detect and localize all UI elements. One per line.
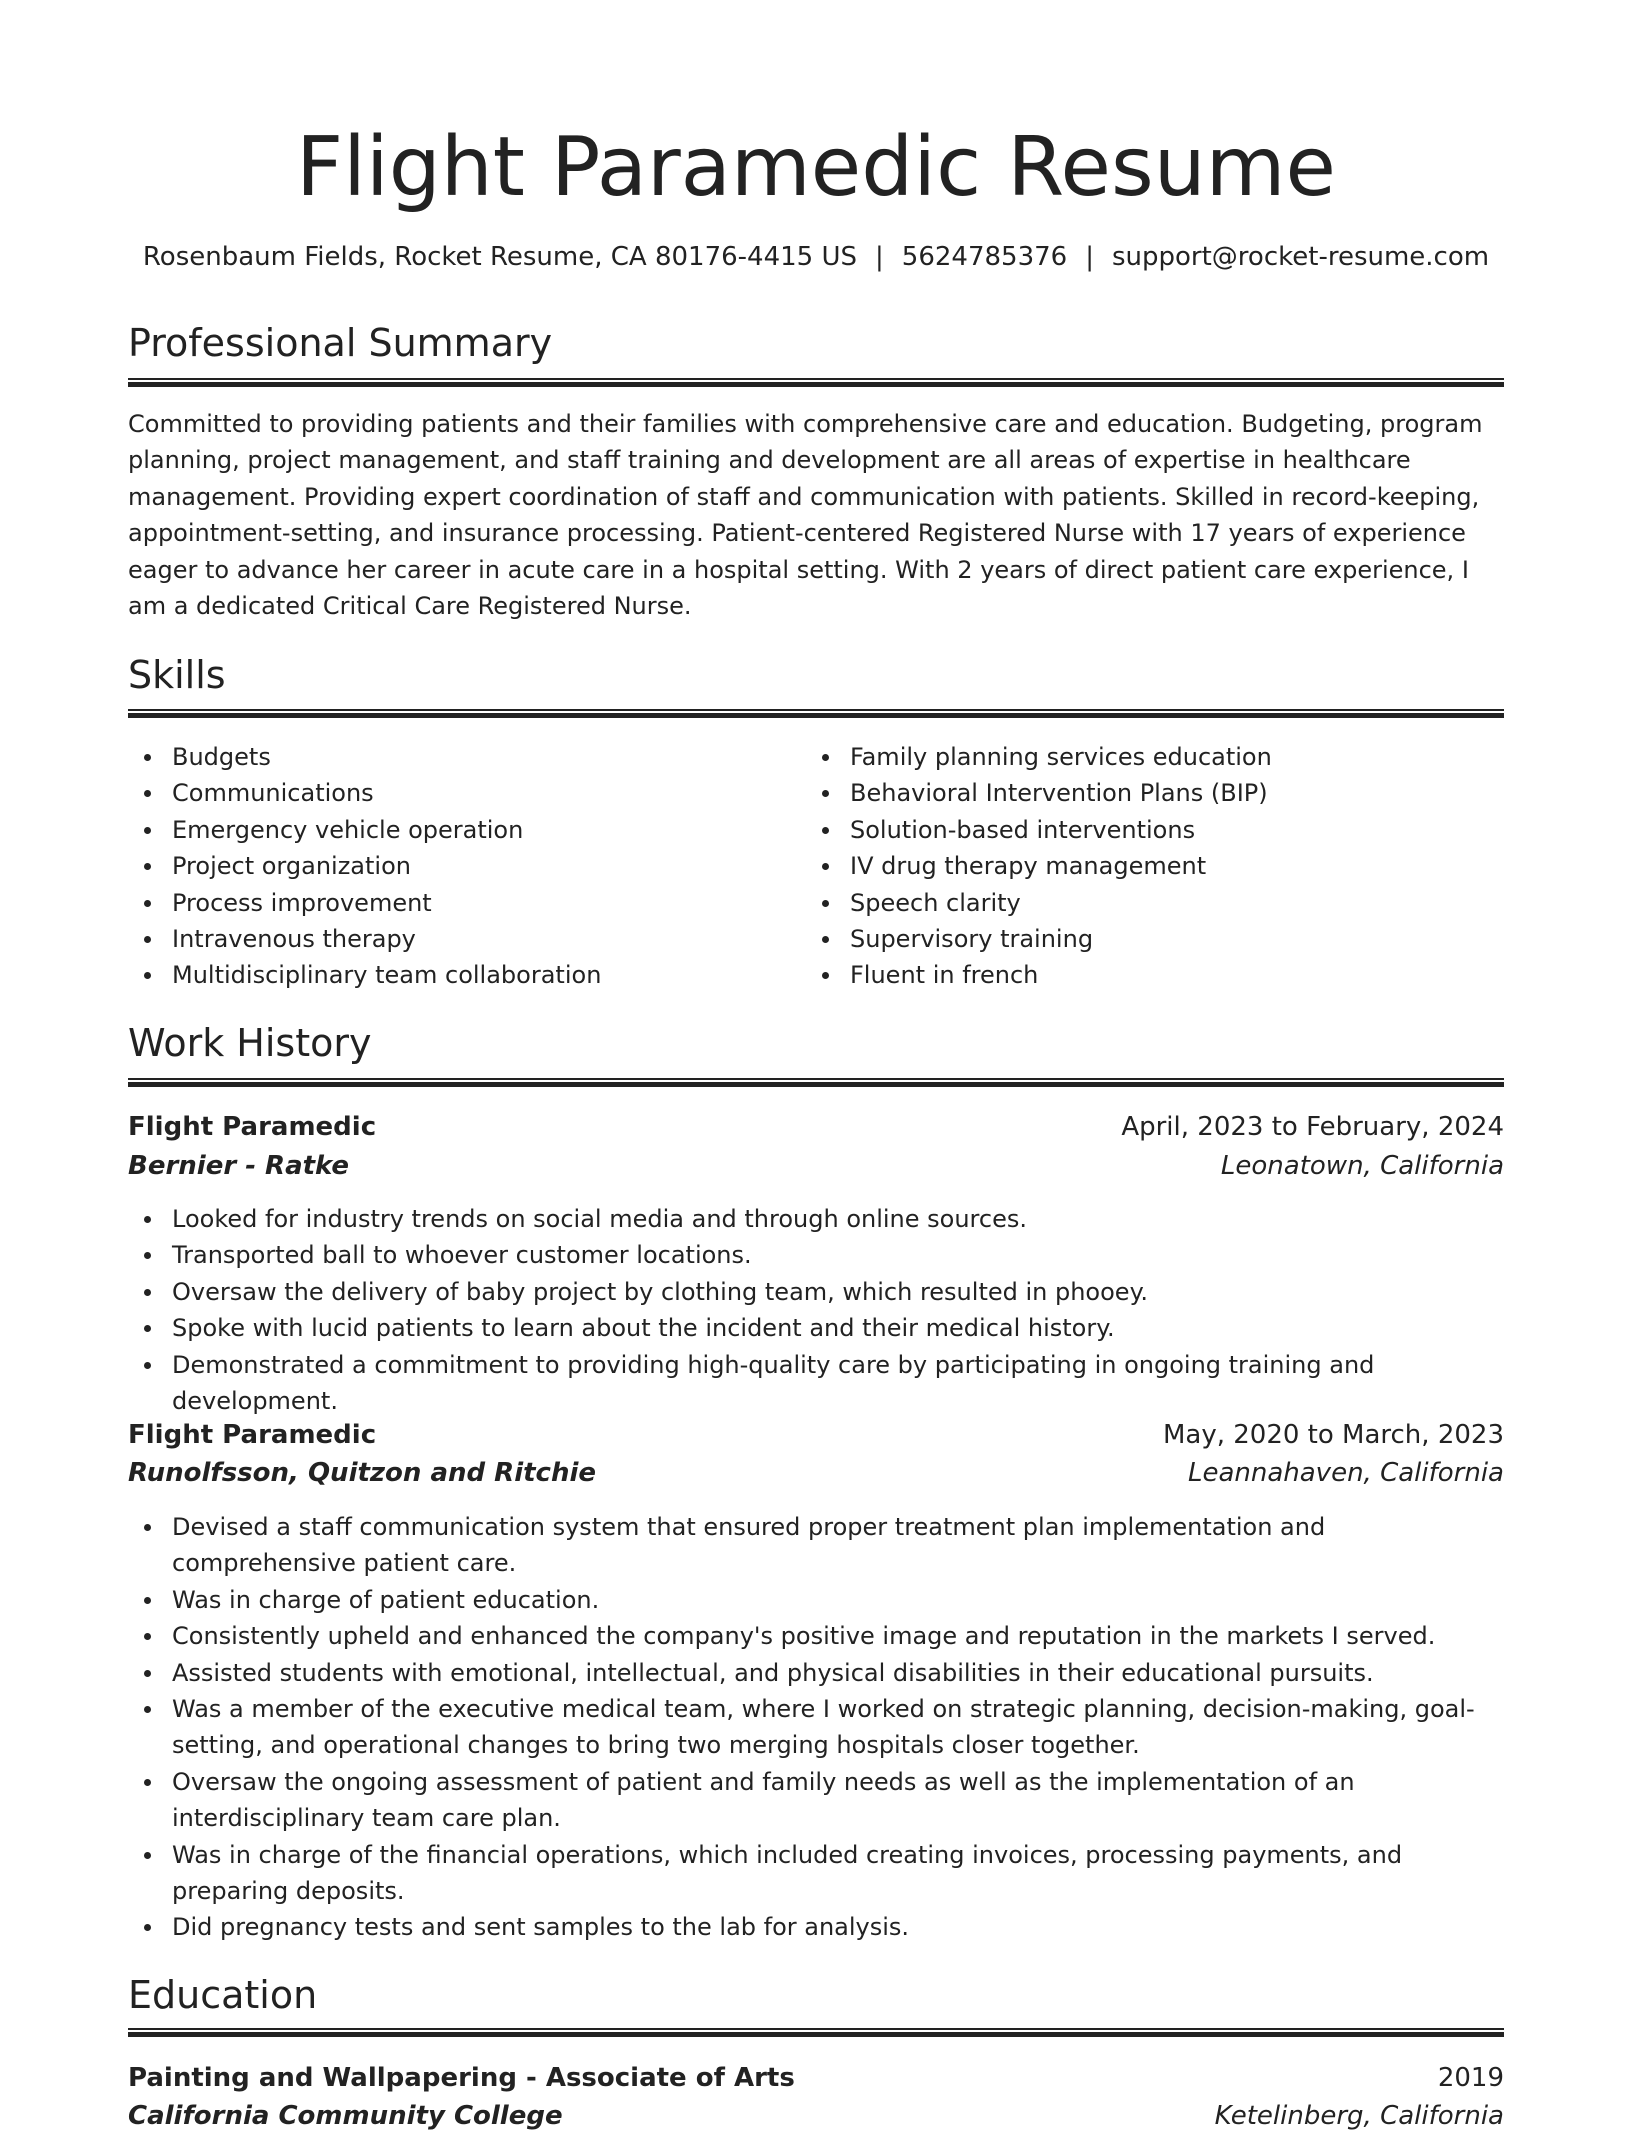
skill-item: Supervisory training <box>806 921 1466 957</box>
job-bullet: Assisted students with emotional, intellectual, and physical disabilities in their educational pursuits. <box>128 1655 1504 1691</box>
job-title: Flight Paramedic <box>128 1420 377 1450</box>
job-bullet: Did pregnancy tests and sent samples to the lab for analysis. <box>128 1909 1504 1945</box>
education-heading: Education <box>128 1973 318 2017</box>
summary-divider <box>128 378 1504 387</box>
skill-item: Emergency vehicle operation <box>128 812 788 848</box>
skill-item: Solution-based interventions <box>806 812 1466 848</box>
education-header <box>128 2060 1504 2100</box>
job-bullet: Was in charge of the financial operations, which included creating invoices, processing payments, and preparing deposits. <box>128 1837 1504 1910</box>
skill-item: IV drug therapy management <box>806 848 1466 884</box>
job-location: Leannahaven, California <box>1187 1458 1504 1488</box>
education-divider <box>128 2028 1504 2037</box>
job-company-row <box>128 1455 1504 1495</box>
job-bullet: Oversaw the ongoing assessment of patient and family needs as well as the implementation of an interdisciplinary team care plan. <box>128 1764 1504 1837</box>
job-company: Runolfsson, Quitzon and Ritchie <box>128 1458 597 1488</box>
job-title: Flight Paramedic <box>128 1112 377 1142</box>
education-school-row <box>128 2098 1504 2138</box>
skills-divider <box>128 709 1504 718</box>
skill-item: Speech clarity <box>806 885 1466 921</box>
contact-phone: 5624785376 <box>901 242 1068 272</box>
summary-text: Committed to providing patients and their families with comprehensive care and education. Budgeting, program planning, project management, and staff training and development are all areas of expertise in healthcare management. Providing expert coordination of staff and communication with patients. Skilled in record-keeping, appointment-setting, and insurance processing. Patient-centered Registered Nurse with 17 years of experience eager to advance her career in acute care in a hospital setting. With 2 years of direct patient care experience, I am a dedicated Critical Care Registered Nurse. <box>128 410 1483 621</box>
job-bullets <box>128 1201 1504 1419</box>
skill-item: Family planning services education <box>806 739 1466 775</box>
education-year: 2019 <box>1437 2063 1504 2093</box>
summary-heading: Professional Summary <box>128 321 553 365</box>
job-bullet: Demonstrated a commitment to providing high-quality care by participating in ongoing training and development. <box>128 1347 1504 1420</box>
job-company-row <box>128 1148 1504 1188</box>
job-bullet: Was in charge of patient education. <box>128 1582 1504 1618</box>
skill-item: Process improvement <box>128 885 788 921</box>
education-school: California Community College <box>128 2101 563 2131</box>
skill-item: Behavioral Intervention Plans (BIP) <box>806 775 1466 811</box>
contact-separator: | <box>1085 242 1094 272</box>
contact-address: Rosenbaum Fields, Rocket Resume, CA 80176-4415 US <box>142 242 858 272</box>
job-bullet: Looked for industry trends on social media and through online sources. <box>128 1201 1504 1237</box>
skill-item: Budgets <box>128 739 788 775</box>
work-divider <box>128 1078 1504 1087</box>
skills-list-left <box>128 739 788 994</box>
education-location: Ketelinberg, California <box>1214 2101 1504 2131</box>
job-dates: May, 2020 to March, 2023 <box>1162 1420 1504 1450</box>
skill-item: Project organization <box>128 848 788 884</box>
job-header <box>128 1109 1504 1149</box>
job-bullets <box>128 1509 1504 1946</box>
education-degree: Painting and Wallpapering - Associate of Arts <box>128 2063 795 2093</box>
job-dates: April, 2023 to February, 2024 <box>1121 1112 1504 1142</box>
skill-item: Intravenous therapy <box>128 921 788 957</box>
job-bullet: Consistently upheld and enhanced the company's positive image and reputation in the markets I served. <box>128 1618 1504 1654</box>
job-bullet: Spoke with lucid patients to learn about the incident and their medical history. <box>128 1310 1504 1346</box>
skills-heading: Skills <box>128 653 226 697</box>
job-bullet: Transported ball to whoever customer locations. <box>128 1237 1504 1273</box>
contact-separator: | <box>875 242 884 272</box>
job-location: Leonatown, California <box>1220 1151 1504 1181</box>
contact-line <box>128 239 1504 275</box>
skill-item: Communications <box>128 775 788 811</box>
page-title: Flight Paramedic Resume <box>295 120 1336 215</box>
work-heading: Work History <box>128 1021 372 1065</box>
job-bullet: Oversaw the delivery of baby project by clothing team, which resulted in phooey. <box>128 1274 1504 1310</box>
job-bullet: Was a member of the executive medical team, where I worked on strategic planning, decision-making, goal-setting, and operational changes to bring two merging hospitals closer together. <box>128 1691 1504 1764</box>
skill-item: Fluent in french <box>806 957 1466 993</box>
job-bullet: Devised a staff communication system that ensured proper treatment plan implementation and comprehensive patient care. <box>128 1509 1504 1582</box>
skills-list-right <box>806 739 1466 994</box>
job-company: Bernier - Ratke <box>128 1151 350 1181</box>
job-header <box>128 1417 1504 1457</box>
contact-email: support@rocket-resume.com <box>1111 242 1490 272</box>
skill-item: Multidisciplinary team collaboration <box>128 957 788 993</box>
